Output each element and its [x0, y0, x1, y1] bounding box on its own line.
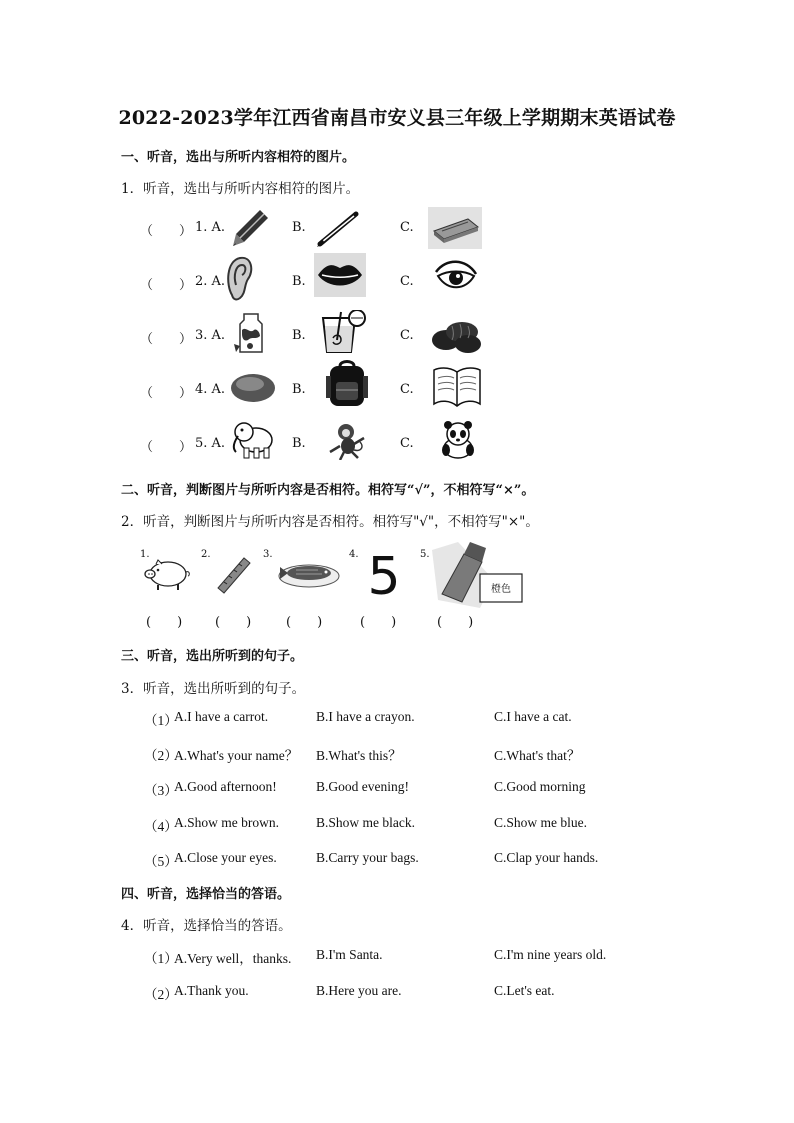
option-b[interactable]: B.Show me black.	[316, 815, 415, 830]
option-a[interactable]: A.What's your name？	[174, 748, 299, 763]
q1-row-3	[0, 314, 794, 358]
option-c[interactable]: C.What's that？	[494, 748, 581, 763]
option-a-label: 4. A.	[195, 382, 226, 397]
item-number: 1.	[140, 549, 150, 560]
answer-paren[interactable]: ( )	[360, 615, 397, 630]
question-4: 4．听音，选择恰当的答语。	[121, 918, 292, 934]
option-b[interactable]: B.I have a crayon.	[316, 709, 415, 724]
crayon-color-label: 橙色	[491, 584, 511, 595]
page-title: 2022-2023学年江西省南昌市安义县三年级上学期期末英语试卷	[118, 107, 676, 129]
item-number: （4）	[144, 819, 178, 834]
pig-icon[interactable]	[142, 556, 192, 592]
number-five-icon	[364, 548, 404, 598]
section-3-heading: 三、听音，选出所听到的句子。	[121, 649, 304, 664]
milk-icon[interactable]	[232, 312, 270, 354]
answer-paren[interactable]: ( )	[146, 615, 183, 630]
option-b[interactable]: B.Here you are.	[316, 983, 402, 998]
option-a[interactable]: A.Good afternoon!	[174, 779, 277, 794]
option-c[interactable]: C.Clap your hands.	[494, 850, 599, 865]
option-a[interactable]: A.Thank you.	[174, 983, 249, 998]
option-c-label: C.	[400, 274, 414, 289]
answer-paren[interactable]: （ ）	[140, 332, 193, 347]
ruler-icon[interactable]	[214, 554, 254, 594]
item-number: 2.	[201, 549, 211, 560]
answer-paren[interactable]: ( )	[215, 615, 252, 630]
q1-row-1	[0, 206, 794, 250]
option-c[interactable]: C.I have a cat.	[494, 709, 572, 724]
book-icon[interactable]	[430, 364, 484, 408]
option-a-label: 1. A.	[195, 220, 226, 235]
option-b-label: B.	[292, 328, 306, 343]
option-a[interactable]: A.I have a carrot.	[174, 709, 269, 724]
eye-icon[interactable]	[432, 260, 478, 296]
elephant-icon[interactable]	[230, 418, 276, 462]
answer-paren[interactable]: （ ）	[140, 386, 193, 401]
answer-paren[interactable]: （ ）	[140, 440, 193, 455]
q1-row-2	[0, 260, 794, 304]
option-a-label: 3. A.	[195, 328, 226, 343]
option-a[interactable]: A.Very well，thanks.	[174, 951, 292, 966]
pencil-icon[interactable]	[230, 208, 270, 248]
option-b[interactable]: B.Carry your bags.	[316, 850, 419, 865]
schoolbag-icon[interactable]	[324, 360, 370, 410]
pencil-box-icon[interactable]	[428, 207, 482, 249]
option-a[interactable]: A.Show me brown.	[174, 815, 279, 830]
question-2: 2．听音，判断图片与所听内容是否相符。相符写"√"，不相符写"×"。	[121, 514, 539, 530]
section-2-heading: 二、听音，判断图片与所听内容是否相符。相符写“√”，不相符写“×”。	[121, 483, 535, 498]
item-number: （1）	[144, 951, 178, 966]
answer-paren[interactable]: （ ）	[140, 224, 193, 239]
option-c-label: C.	[400, 436, 414, 451]
option-c-label: C.	[400, 328, 414, 343]
item-number: （5）	[144, 854, 178, 869]
panda-icon[interactable]	[436, 420, 480, 460]
option-b-label: B.	[292, 220, 306, 235]
option-a-label: 5. A.	[195, 436, 226, 451]
answer-paren[interactable]: ( )	[437, 615, 474, 630]
option-c-label: C.	[400, 382, 414, 397]
item-number: （3）	[144, 783, 178, 798]
item-number: 3.	[263, 549, 273, 560]
option-b[interactable]: B.I'm Santa.	[316, 947, 383, 962]
option-c-label: C.	[400, 220, 414, 235]
item-number: （2）	[144, 748, 178, 763]
bread-icon[interactable]	[430, 318, 482, 354]
fish-dish-icon[interactable]	[278, 558, 340, 588]
item-number: 5.	[420, 549, 430, 560]
option-c[interactable]: C.Good morning	[494, 779, 586, 794]
number-five-text: 5	[367, 548, 401, 598]
option-b-label: B.	[292, 382, 306, 397]
option-b[interactable]: B.Good evening!	[316, 779, 409, 794]
option-a[interactable]: A.Close your eyes.	[174, 850, 277, 865]
answer-paren[interactable]: （ ）	[140, 278, 193, 293]
juice-icon[interactable]	[317, 310, 367, 356]
question-1: 1．听音，选出与所听内容相符的图片。	[121, 181, 360, 197]
option-a-label: 2. A.	[195, 274, 226, 289]
pen-icon[interactable]	[314, 208, 362, 248]
eraser-icon[interactable]	[230, 372, 276, 404]
crayon-icon[interactable]	[428, 540, 526, 610]
item-number: 4.	[349, 549, 359, 560]
item-number: （1）	[144, 713, 178, 728]
option-b-label: B.	[292, 436, 306, 451]
q1-row-4	[0, 368, 794, 412]
section-1-heading: 一、听音，选出与所听内容相符的图片。	[121, 150, 356, 165]
monkey-icon[interactable]	[326, 420, 368, 460]
answer-paren[interactable]: ( )	[286, 615, 323, 630]
option-c[interactable]: C.I'm nine years old.	[494, 947, 607, 962]
option-c[interactable]: C.Let's eat.	[494, 983, 555, 998]
q1-row-5	[0, 422, 794, 466]
section-4-heading: 四、听音，选择恰当的答语。	[121, 887, 291, 902]
option-b[interactable]: B.What's this？	[316, 748, 402, 763]
option-b-label: B.	[292, 274, 306, 289]
question-3: 3．听音，选出所听到的句子。	[121, 681, 306, 697]
item-number: （2）	[144, 987, 178, 1002]
mouth-icon[interactable]	[314, 253, 366, 297]
option-c[interactable]: C.Show me blue.	[494, 815, 587, 830]
ear-icon[interactable]	[224, 255, 254, 301]
